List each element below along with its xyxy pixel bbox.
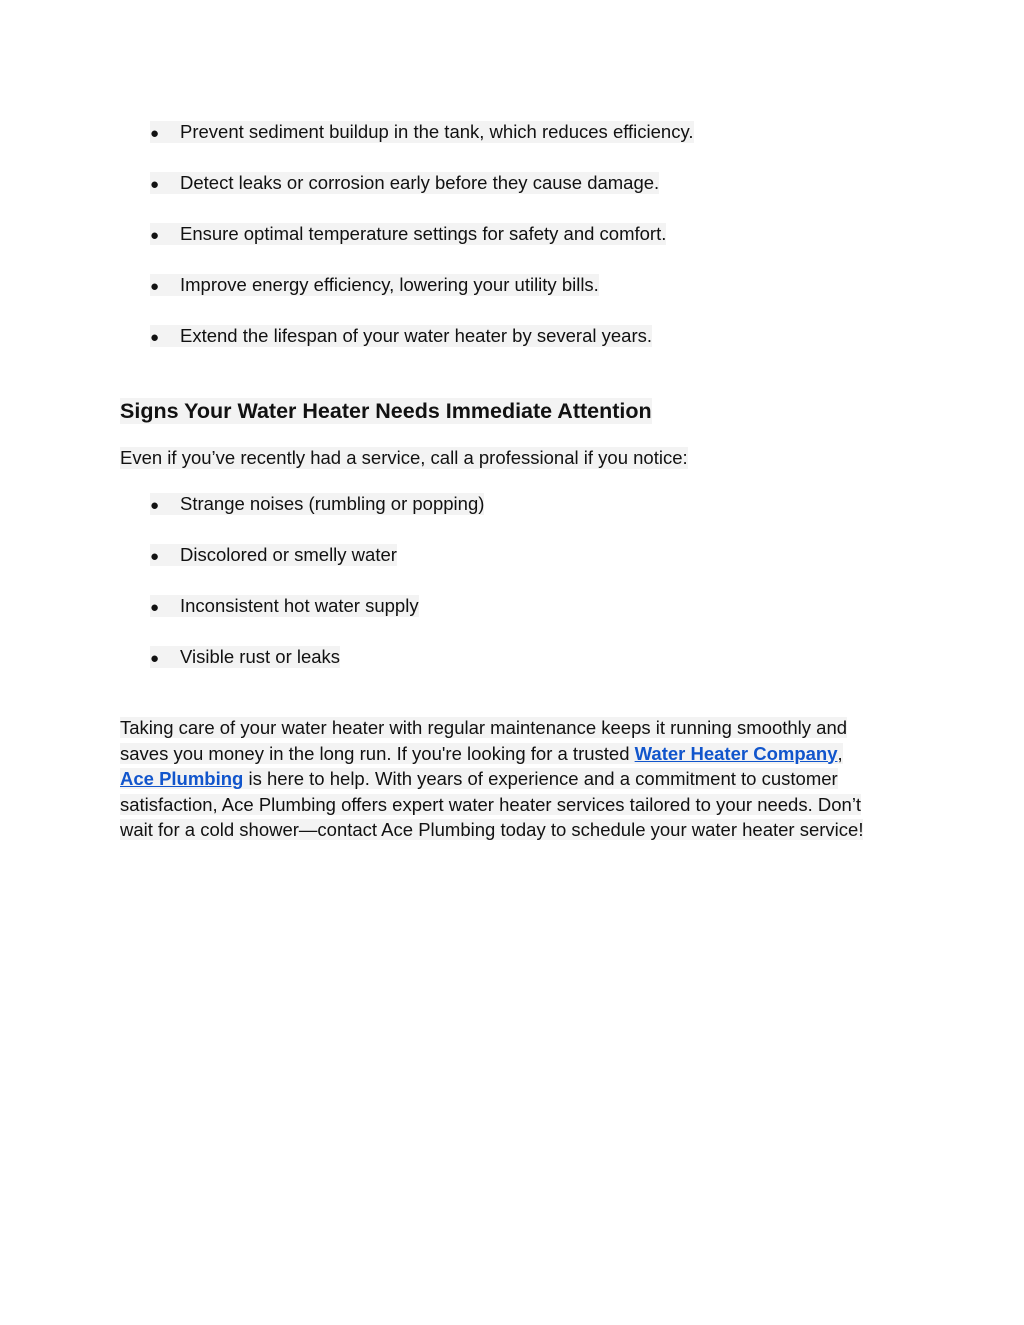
paragraph-text: is here to help. With years of experience and a commitment to customer <box>243 768 838 789</box>
list-item-text: Strange noises (rumbling or popping) <box>180 493 485 514</box>
closing-paragraph <box>120 715 910 843</box>
list-item-text: Ensure optimal temperature settings for safety and comfort. <box>180 223 667 244</box>
paragraph-line <box>120 741 910 767</box>
list-item <box>150 544 397 566</box>
bullet-icon: ● <box>150 329 160 346</box>
list-item-text: Discolored or smelly water <box>180 544 397 565</box>
paragraph-line <box>120 715 910 741</box>
section-intro: Even if you’ve recently had a service, call a professional if you notice: <box>120 447 688 468</box>
bullet-icon: ● <box>150 650 160 667</box>
list-item <box>150 493 484 515</box>
list-item-text: Visible rust or leaks <box>180 646 341 667</box>
section-heading: Signs Your Water Heater Needs Immediate Attention <box>120 399 652 423</box>
paragraph-text: Taking care of your water heater with regular maintenance keeps it running smoothly and <box>120 717 848 738</box>
list-item-text: Extend the lifespan of your water heater by several years. <box>180 325 653 346</box>
bullet-icon: ● <box>150 599 160 616</box>
bullet-icon: ● <box>150 497 160 514</box>
paragraph-line <box>120 766 910 792</box>
bullet-icon: ● <box>150 227 160 244</box>
list-item-text: Inconsistent hot water supply <box>180 595 419 616</box>
list-item <box>150 325 652 347</box>
list-item <box>150 274 599 296</box>
water-heater-company-link[interactable]: Water Heater Company <box>634 742 838 764</box>
paragraph-text: , <box>837 742 843 764</box>
list-item-text: Detect leaks or corrosion early before they cause damage. <box>180 172 660 193</box>
list-item <box>150 646 340 668</box>
bullet-icon: ● <box>150 278 160 295</box>
bullet-icon: ● <box>150 176 160 193</box>
paragraph-text: satisfaction, Ace Plumbing offers expert water heater services tailored to your needs. Don’t <box>120 793 862 815</box>
list-item-text: Prevent sediment buildup in the tank, which reduces efficiency. <box>180 121 694 142</box>
paragraph-text: saves you money in the long run. If you're looking for a trusted <box>120 742 635 764</box>
bullet-icon: ● <box>150 125 160 142</box>
bullet-icon: ● <box>150 548 160 565</box>
list-item <box>150 223 666 245</box>
list-item <box>150 595 419 617</box>
list-item-text: Improve energy efficiency, lowering your utility bills. <box>180 274 599 295</box>
list-item <box>150 172 659 194</box>
ace-plumbing-link[interactable]: Ace Plumbing <box>120 768 244 789</box>
paragraph-line <box>120 792 910 818</box>
list-item <box>150 121 694 143</box>
paragraph-text: wait for a cold shower—contact Ace Plumbing today to schedule your water heater service! <box>120 819 864 840</box>
paragraph-line <box>120 817 910 843</box>
